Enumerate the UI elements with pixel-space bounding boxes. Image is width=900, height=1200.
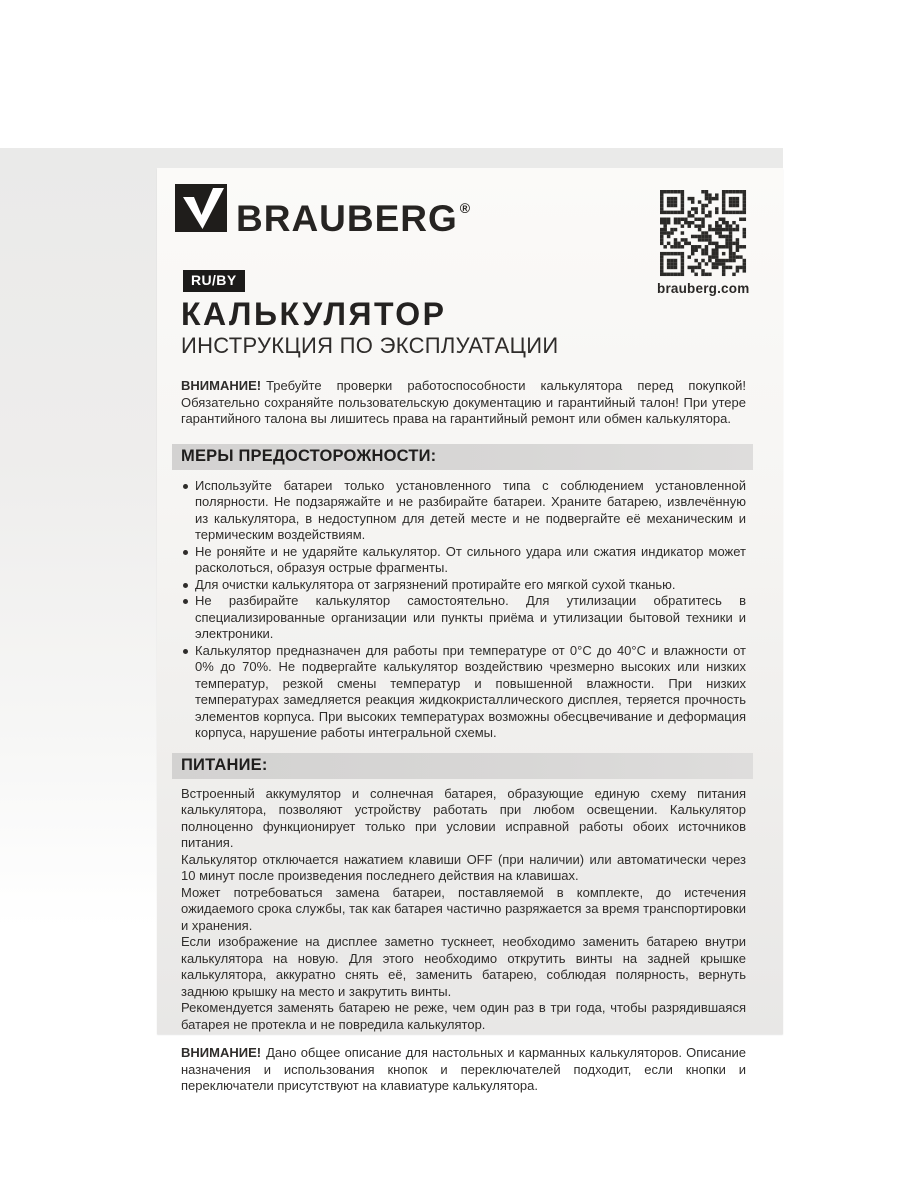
notice-text: Дано общее описание для настольных и карманных калькуляторов. Описание назначения и использования кнопок и переключателей подходит, если кнопки и переключатели присутствуют на клавиатуре калькулятора. [181,1045,746,1093]
qr-caption: brauberg.com [657,281,750,296]
list-item: Используйте батареи только установленного типа с соблюдением установленной полярности. Не подзаряжайте и не разбирайте батареи. Храните батарею, извлечённую из калькулятора, в недоступном для детей месте и не подвергайте её механическим и термическим воздействиям. [181,478,746,544]
paragraph: Если изображение на дисплее заметно тускнеет, необходимо заменить батарею внутри калькулятора на новую. Для этого необходимо открутить винты на задней крышке калькулятора, аккуратно снять её, заменить батарею, соблюдая полярность, вернуть заднюю крышку на место и закрутить винты. [181,934,746,999]
paragraph: Калькулятор отключается нажатием клавиши OFF (при наличии) или автоматически через 10 минут после произведения последнего действия на клавишах. [181,851,746,883]
intro-text: Требуйте проверки работоспособности калькулятора перед покупкой! Обязательно сохраняйте пользовательскую документацию и гарантийный талон! При утере гарантийного талона вы лишитесь права на гарантийный ремонт или обмен калькулятора. [181,378,746,426]
power-paragraphs [181,786,746,1034]
paragraph: Рекомендуется заменять батарею не реже, чем один раз в три года, чтобы разрядившаяся батарея не протекла и не повредила калькулятор. [181,1000,746,1032]
page-subtitle: ИНСТРУКЦИЯ ПО ЭКСПЛУАТАЦИИ [181,333,559,358]
paragraph: Может потребоваться замена батареи, поставляемой в комплекте, до истечения ожидаемого срока службы, так как батарея частично разряжается за время транспортировки и хранения. [181,884,746,933]
registered-mark: ® [459,200,472,216]
manual-page [157,168,783,1093]
notice-paragraph [181,1045,746,1095]
safety-bullet-list [181,478,746,742]
page-title: КАЛЬКУЛЯТОР [181,296,447,332]
list-item: Не разбирайте калькулятор самостоятельно. Для утилизации обратитесь в специализированные организации или пункты приёма и утилизации бытовой техники и электроники. [181,593,746,643]
section-heading-power: ПИТАНИЕ: [172,753,753,779]
list-item: Не роняйте и не ударяйте калькулятор. От сильного удара или сжатия индикатор может расколоться, образуя острые фрагменты. [181,544,746,577]
list-item: Для очистки калькулятора от загрязнений протирайте его мягкой сухой тканью. [181,577,746,594]
paragraph: Встроенный аккумулятор и солнечная батарея, образующие единую схему питания калькулятора, позволяют устройству работать при любом освещении. Калькулятор полноценно функционирует только при условии исправной работы обоих источников питания. [181,785,746,850]
list-item: Калькулятор предназначен для работы при температуре от 0°С до 40°С и влажности от 0% до 70%. Не подвергайте калькулятор воздействию чрезмерно высоких или низких температур, резкой смены температур и повышенной влажности. При низких температурах замедляется реакция жидкокристаллического дисплея, теряется прочность элементов корпуса. При высоких температурах возможны обесцвечивание и деформация корпуса, нарушение работы интегральной схемы. [181,643,746,742]
brand-name: BRAUBERG ® [236,198,472,239]
intro-paragraph [181,378,746,428]
region-badge: RU/BY [183,270,245,292]
section-heading-safety: МЕРЫ ПРЕДОСТОРОЖНОСТИ: [172,444,753,470]
page-content [157,168,783,1095]
photo-backdrop [0,148,783,1093]
intro-lead: ВНИМАНИЕ! [181,378,262,393]
notice-lead: ВНИМАНИЕ! [181,1045,262,1060]
